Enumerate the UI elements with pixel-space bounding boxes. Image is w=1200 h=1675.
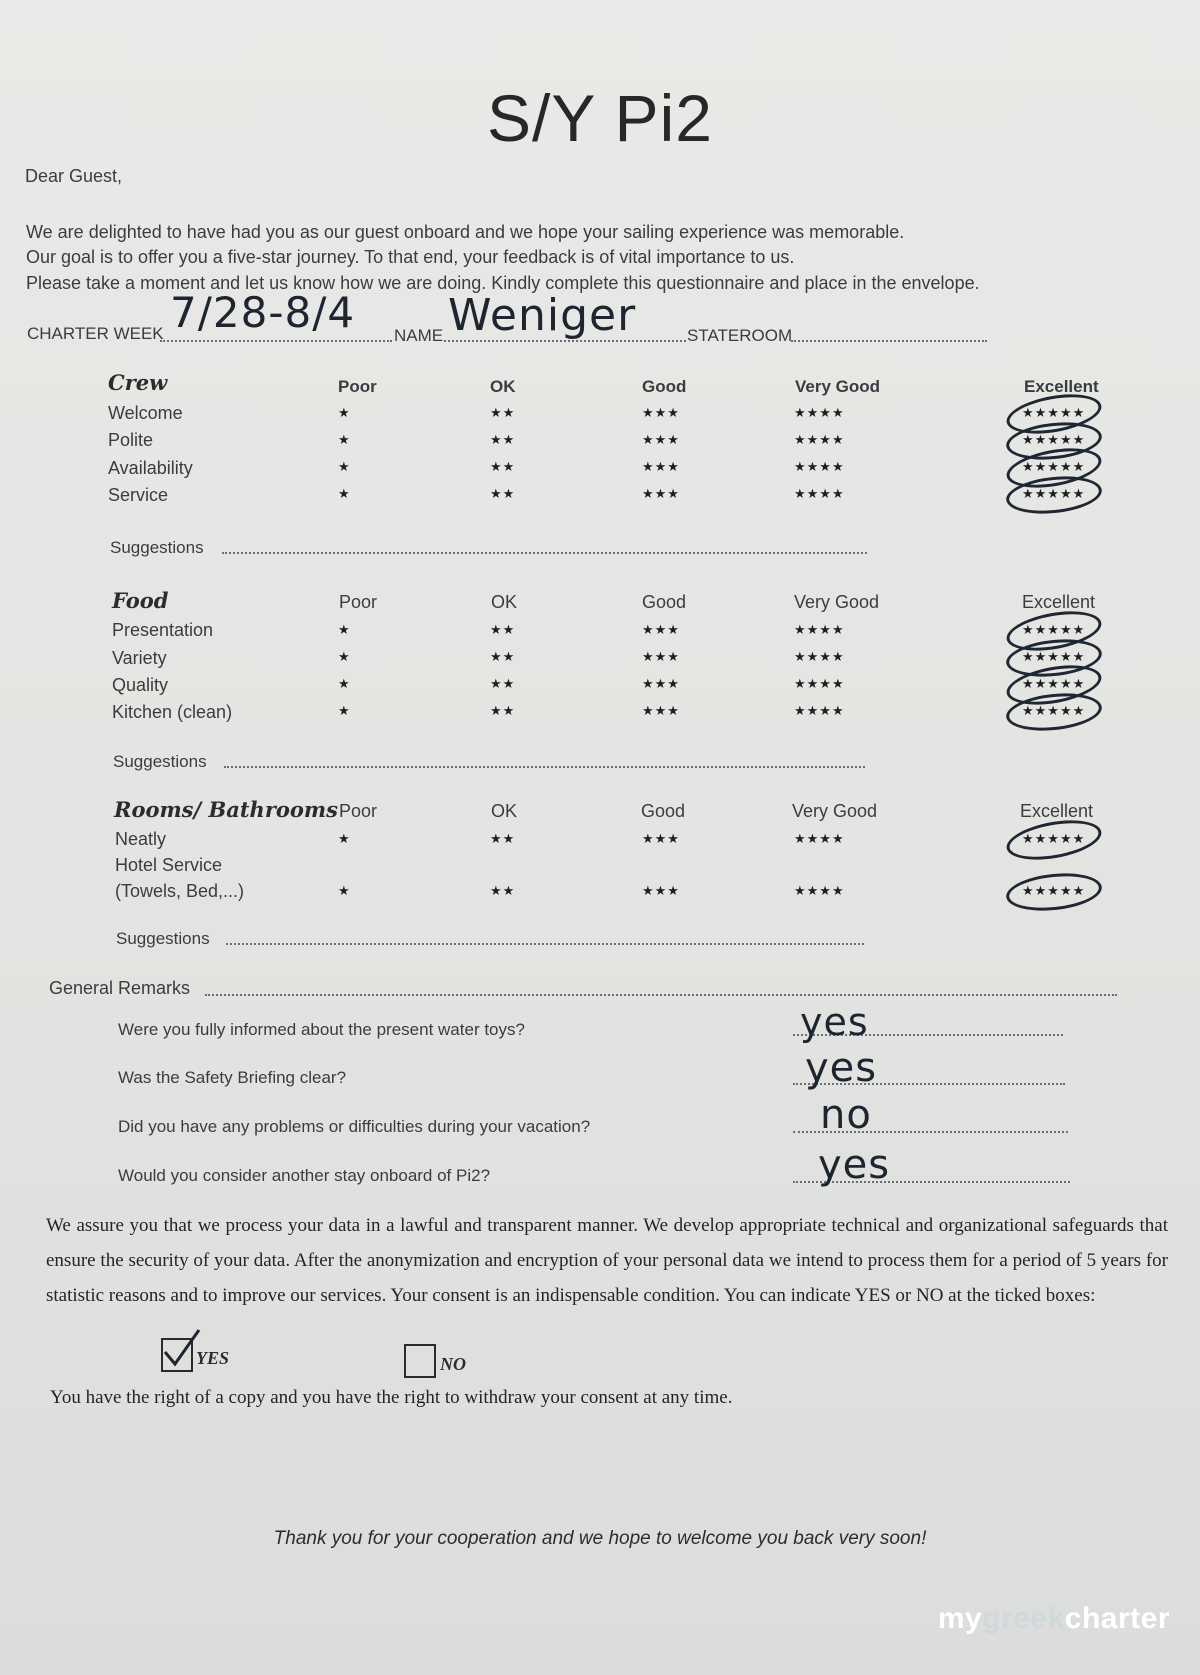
name-label: NAME (394, 326, 444, 345)
intro-line-1: We are delighted to have had you as our guest onboard and we hope your sailing experience was memorable. (26, 222, 905, 242)
row-variety: Variety (112, 648, 167, 668)
brand-part-greek: greek (982, 1602, 1065, 1635)
rating-availability-ok[interactable]: ★★ (490, 459, 516, 474)
rating-variety-excellent[interactable]: ★★★★★ (1022, 649, 1086, 664)
col-good: Good (642, 592, 687, 612)
rating-quality-very-good[interactable]: ★★★★ (794, 676, 845, 691)
col-poor: Poor (338, 377, 377, 396)
rating-neatly-poor[interactable]: ★ (338, 831, 351, 846)
rating-availability-good[interactable]: ★★★ (642, 459, 680, 474)
col-good: Good (641, 801, 686, 821)
consent-yes-checkbox[interactable] (161, 1338, 193, 1372)
intro-line-3: Please take a moment and let us know how we are doing. Kindly complete this questionnaire and place in the envelope. (26, 273, 980, 293)
rating-quality-excellent[interactable]: ★★★★★ (1022, 676, 1086, 691)
charter-week-value[interactable]: 7/28-8/4 (170, 288, 356, 337)
question-another-stay: Would you consider another stay onboard of Pi2? (118, 1166, 491, 1185)
charter-week-line (160, 340, 392, 342)
question-water-toys: Were you fully informed about the present water toys? (118, 1020, 525, 1039)
thank-you-note: Thank you for your cooperation and we hope to welcome you back very soon! (273, 1528, 927, 1549)
salutation: Dear Guest, (25, 166, 123, 186)
brand-watermark (938, 1602, 1170, 1636)
rating-welcome-poor[interactable]: ★ (338, 405, 351, 420)
row-availability: Availability (108, 458, 193, 478)
rating-presentation-poor[interactable]: ★ (338, 622, 351, 637)
col-excellent: Excellent (1020, 801, 1094, 821)
rating-quality-ok[interactable]: ★★ (490, 676, 516, 691)
withdraw-notice: You have the right of a copy and you have the right to withdraw your consent at any time. (50, 1387, 733, 1408)
rating-quality-good[interactable]: ★★★ (642, 676, 680, 691)
rating-neatly-good[interactable]: ★★★ (642, 831, 680, 846)
col-very-good: Very Good (794, 592, 880, 612)
rating-welcome-excellent[interactable]: ★★★★★ (1022, 405, 1086, 420)
rating-service-very-good[interactable]: ★★★★ (794, 486, 845, 501)
row-service: Service (108, 485, 169, 505)
col-ok: OK (491, 592, 518, 612)
rating-kitchen-excellent[interactable]: ★★★★★ (1022, 703, 1086, 718)
col-poor: Poor (339, 592, 378, 612)
brand-part-my: my (937, 1602, 983, 1635)
col-excellent: Excellent (1022, 592, 1096, 612)
row-quality: Quality (112, 675, 169, 695)
answer-another-stay[interactable]: yes (818, 1142, 891, 1188)
answer-water-toys[interactable]: yes (800, 1000, 869, 1044)
rating-kitchen-very-good[interactable]: ★★★★ (794, 703, 845, 718)
check-mark-icon (161, 1326, 201, 1370)
intro-line-2: Our goal is to offer you a five-star journey. To that end, your feedback is of vital importance to us. (26, 247, 795, 267)
stateroom-line[interactable] (791, 340, 987, 342)
rating-service-excellent[interactable]: ★★★★★ (1022, 486, 1086, 501)
rooms-suggestions-label: Suggestions (116, 929, 210, 948)
selection-circle (1004, 814, 1105, 866)
rating-neatly-excellent[interactable]: ★★★★★ (1022, 831, 1086, 846)
rating-hotel-service-very-good[interactable]: ★★★★ (794, 883, 845, 898)
rating-welcome-good[interactable]: ★★★ (642, 405, 680, 420)
question-problems: Did you have any problems or difficulties during your vacation? (118, 1117, 591, 1136)
rating-hotel-service-good[interactable]: ★★★ (642, 883, 680, 898)
rating-polite-ok[interactable]: ★★ (490, 432, 516, 447)
general-remarks-label: General Remarks (49, 978, 191, 998)
rooms-suggestions-line[interactable] (226, 943, 864, 945)
rating-neatly-ok[interactable]: ★★ (490, 831, 516, 846)
rating-hotel-service-poor[interactable]: ★ (338, 883, 351, 898)
rating-hotel-service-excellent[interactable]: ★★★★★ (1022, 883, 1086, 898)
rating-service-poor[interactable]: ★ (338, 486, 351, 501)
col-ok: OK (491, 801, 518, 821)
rooms-title: Rooms/ Bathrooms (114, 797, 338, 822)
row-welcome: Welcome (108, 403, 183, 423)
rating-presentation-ok[interactable]: ★★ (490, 622, 516, 637)
consent-yes-label: YES (196, 1348, 230, 1368)
col-poor: Poor (339, 801, 378, 821)
rating-polite-poor[interactable]: ★ (338, 432, 351, 447)
row-towels-bed: (Towels, Bed,...) (115, 881, 245, 901)
rating-polite-very-good[interactable]: ★★★★ (794, 432, 845, 447)
rating-polite-excellent[interactable]: ★★★★★ (1022, 432, 1086, 447)
rating-welcome-ok[interactable]: ★★ (490, 405, 516, 420)
rating-variety-ok[interactable]: ★★ (490, 649, 516, 664)
rating-hotel-service-ok[interactable]: ★★ (490, 883, 516, 898)
crew-title: Crew (108, 370, 168, 395)
row-polite: Polite (108, 430, 154, 450)
rating-availability-excellent[interactable]: ★★★★★ (1022, 459, 1086, 474)
rating-welcome-very-good[interactable]: ★★★★ (794, 405, 845, 420)
rating-variety-very-good[interactable]: ★★★★ (794, 649, 845, 664)
col-very-good: Very Good (792, 801, 878, 821)
rating-presentation-excellent[interactable]: ★★★★★ (1022, 622, 1086, 637)
row-kitchen: Kitchen (clean) (112, 702, 233, 722)
rating-presentation-good[interactable]: ★★★ (642, 622, 680, 637)
answer-safety-briefing[interactable]: yes (805, 1045, 878, 1091)
col-excellent: Excellent (1024, 377, 1099, 396)
brand-part-charter: charter (1064, 1602, 1170, 1635)
rating-presentation-very-good[interactable]: ★★★★ (794, 622, 845, 637)
row-neatly: Neatly (115, 829, 167, 849)
col-ok: OK (490, 377, 516, 396)
answer-problems[interactable]: no (820, 1092, 872, 1138)
crew-suggestions-line[interactable] (222, 552, 867, 554)
general-remarks-line[interactable] (205, 994, 1117, 996)
food-title: Food (112, 588, 169, 613)
col-good: Good (642, 377, 687, 396)
row-hotel-service: Hotel Service (115, 855, 223, 875)
col-very-good: Very Good (795, 377, 881, 396)
charter-week-label: CHARTER WEEK (27, 324, 164, 343)
rating-kitchen-poor[interactable]: ★ (338, 703, 351, 718)
crew-suggestions-label: Suggestions (110, 538, 204, 557)
question-safety-briefing: Was the Safety Briefing clear? (118, 1068, 347, 1087)
row-presentation: Presentation (112, 620, 214, 640)
rating-availability-very-good[interactable]: ★★★★ (794, 459, 845, 474)
food-suggestions-line[interactable] (224, 766, 865, 768)
form-title: S/Y Pi2 (487, 81, 713, 155)
consent-no-checkbox[interactable] (404, 1344, 436, 1378)
rating-service-ok[interactable]: ★★ (490, 486, 516, 501)
food-suggestions-label: Suggestions (113, 752, 207, 771)
consent-no-label: NO (440, 1354, 466, 1374)
consent-paragraph: We assure you that we process your data in a lawful and transparent manner. We develop appropriate technical and organizational safeguards that ensure the security of your data. After the anonymization and encryption of your personal data we intend to process them for a period of 5 years for statistic reasons and to improve our services. Your consent is an indispensable condition. You can indicate YES or NO at the ticked boxes: (46, 1215, 1168, 1306)
name-value[interactable]: Weniger (448, 290, 637, 341)
rating-availability-poor[interactable]: ★ (338, 459, 351, 474)
rating-kitchen-ok[interactable]: ★★ (490, 703, 516, 718)
rating-variety-poor[interactable]: ★ (338, 649, 351, 664)
rating-service-good[interactable]: ★★★ (642, 486, 680, 501)
stateroom-label: STATEROOM (687, 326, 793, 345)
rating-neatly-very-good[interactable]: ★★★★ (794, 831, 845, 846)
selection-circle (1004, 869, 1103, 915)
rating-quality-poor[interactable]: ★ (338, 676, 351, 691)
rating-polite-good[interactable]: ★★★ (642, 432, 680, 447)
rating-variety-good[interactable]: ★★★ (642, 649, 680, 664)
rating-kitchen-good[interactable]: ★★★ (642, 703, 680, 718)
